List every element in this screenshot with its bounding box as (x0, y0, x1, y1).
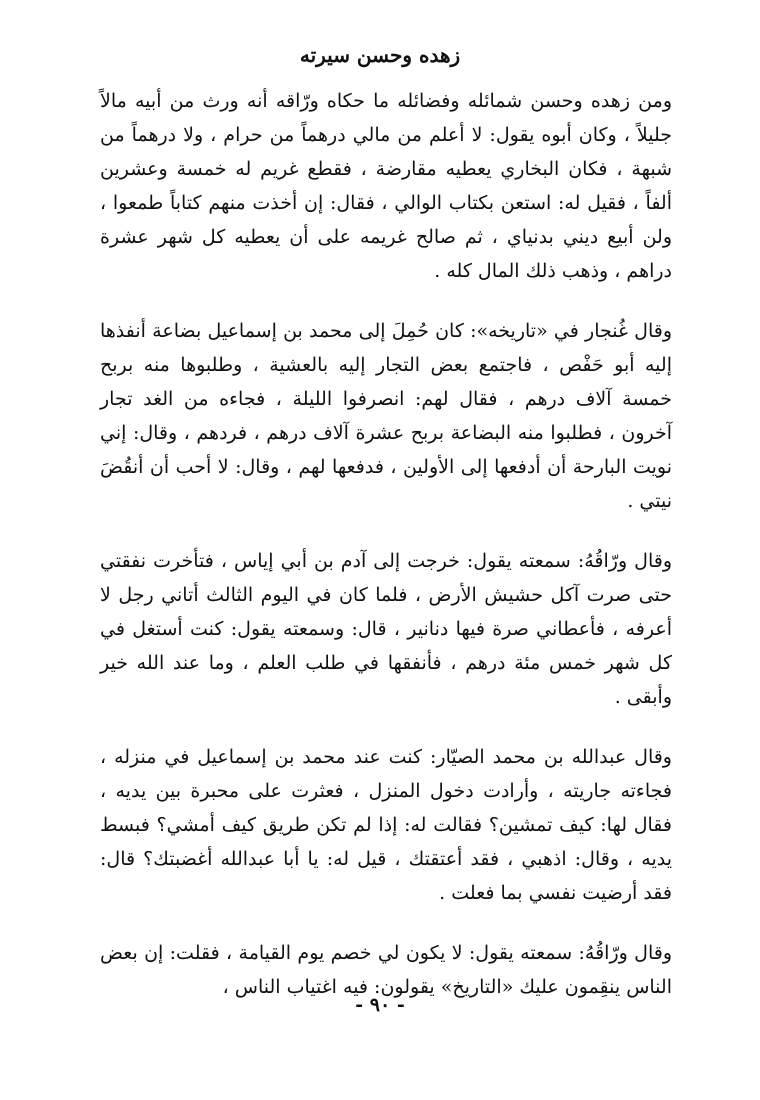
paragraph-zuhd: ومن زهده وحسن شمائله وفضائله ما حكاه ورّاقه أنه ورث من أبيه مالاً جليلاً ، وكان أبوه يقول: لا أعلم من مالي درهماً من حرام ، ولا درهماً من شبهة ، فكان البخاري يعطيه مقارضة ، فقطع غريم له خمسة وعشرين ألفاً ، فقيل له: استعن بكتاب الوالي ، فقال: إن أخذت منهم كتاباً طمعوا ، ولن أبيع ديني بدنياي ، ثم صالح غريمه على أن يعطيه كل شهر عشرة دراهم ، وذهب ذلك المال كله . (100, 90, 672, 282)
running-head: زهده وحسن سيرته (299, 43, 461, 67)
paragraph-ghunjar: وقال غُنجار في «تاريخه»: كان حُمِلَ إلى محمد بن إسماعيل بضاعة أنفذها إليه أبو حَفْص ، فاجتمع بعض التجار إليه بالعشية ، وطلبوها منه بربح خمسة آلاف درهم ، فقال لهم: انصرفوا الليلة ، فجاءه من الغد تجار آخرون ، فطلبوا منه البضاعة بربح عشرة آلاف درهم ، فردهم ، وقال: إني نويت البارحة أن أدفعها إلى الأولين ، فدفعها لهم ، وقال: لا أحب أن أنقُضَ نيتي . (100, 320, 672, 512)
paragraph-warraq-adam: وقال ورّاقُهُ: سمعته يقول: خرجت إلى آدم بن أبي إياس ، فتأخرت نفقتي حتى صرت آكل حشيش الأرض ، فلما كان في اليوم الثالث أتاني رجل لا أعرفه ، فأعطاني صرة فيها دنانير ، قال: وسمعته يقول: كنت أستغل في كل شهر خمس مئة درهم ، فأنفقها في طلب العلم ، وما عند الله خير وأبقى . (100, 550, 672, 708)
body-text (100, 84, 672, 1004)
paragraph-sayyar: وقال عبدالله بن محمد الصيّار: كنت عند محمد بن إسماعيل في منزله ، فجاءته جاريته ، وأرادت دخول المنزل ، فعثرت على محبرة بين يديه ، فقال لها: كيف تمشين؟ فقالت له: إذا لم تكن طريق كيف أمشي؟ فبسط يديه ، وقال: اذهبي ، فقد أعتقتك ، قيل له: يا أبا عبدالله أغضبتك؟ قال: فقد أرضيت نفسي بما فعلت . (100, 746, 672, 904)
page-number: - ٩٠ - (355, 994, 405, 1016)
paragraph-warraq-tarikh: وقال ورّاقُهُ: سمعته يقول: لا يكون لي خصم يوم القيامة ، فقلت: إن بعض الناس ينقِمون عليك «التاريخ» يقولون: فيه اغتياب الناس ، (100, 942, 672, 998)
